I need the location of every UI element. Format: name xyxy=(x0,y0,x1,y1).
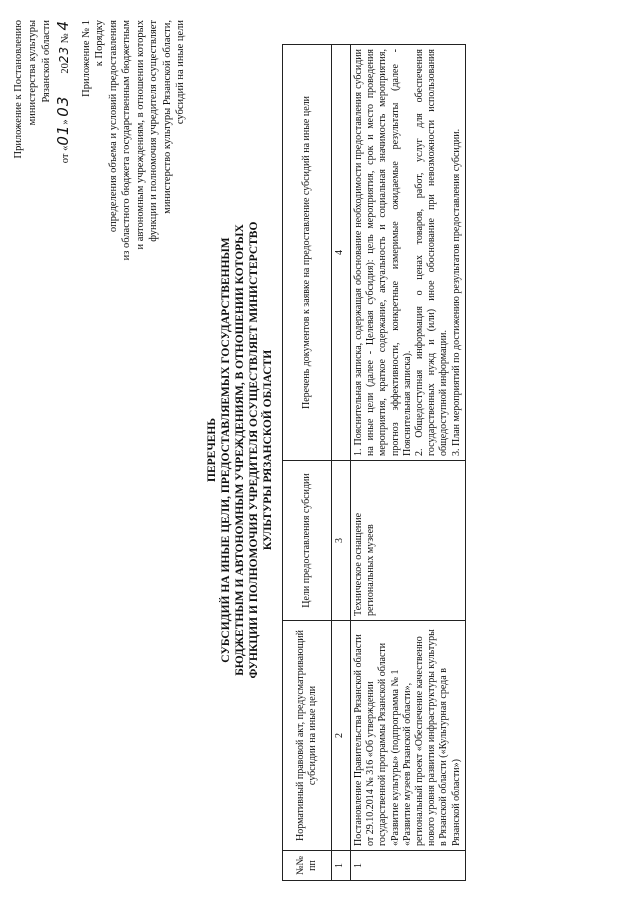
date-prefix: от « xyxy=(59,145,71,164)
appendix-line: субсидий на иные цели xyxy=(175,20,187,125)
header-cell: Цели предоставления субсидии xyxy=(283,461,332,621)
date-day: 01 xyxy=(53,124,72,146)
header-cell: №№ пп xyxy=(283,851,332,881)
approval-line: Приложение к Постановлению xyxy=(13,20,24,159)
approval-line: министерства культуры xyxy=(26,20,38,126)
table-row xyxy=(351,45,466,881)
table-index-row xyxy=(332,45,351,881)
approval-line: Рязанской области xyxy=(40,20,52,103)
doc-item: 2. Общедоступная информация о ценах товаров, работ, услуг для обеспечения государственных нужд и (или) иное обоснование при невозможности использования общедоступной информации. xyxy=(413,49,450,456)
row-number: 1 xyxy=(351,851,466,881)
appendix-line: из областного бюджета государственным бюджетным xyxy=(121,20,133,261)
title-line: ПЕРЕЧЕНЬ xyxy=(206,418,218,482)
row-purpose: Техническое оснащение региональных музеев xyxy=(351,461,466,621)
header-cell: Нормативный правовой акт, предусматривающий субсидии на иные цели xyxy=(283,621,332,851)
index-cell: 1 xyxy=(332,851,351,881)
title-line: БЮДЖЕТНЫМ И АВТОНОМНЫМ УЧРЕЖДЕНИЯМ, В ОТНОШЕНИИ КОТОРЫХ xyxy=(234,224,247,676)
doc-item: 3. План мероприятий по достижению результатов предоставления субсидии. xyxy=(450,128,462,456)
appendix-line: Приложение № 1 xyxy=(81,20,92,97)
number-label: № xyxy=(59,33,71,44)
document-number: 4 xyxy=(53,20,72,31)
date-year-suffix: 23 xyxy=(56,45,71,64)
approval-date xyxy=(54,20,74,280)
header-cell: Перечень документов к заявке на предоставление субсидий на иные цели xyxy=(283,45,332,461)
doc-item: 1. Пояснительная записка, содержащая обоснование необходимости предоставления субсидии на иные цели (далее - Целевая субсидия): цель мероприятия, срок и место проведения мероприятия, краткое содержание, актуальность и социальная значимость мероприятия, прогноз эффективности, конкретные измеримые ожидаемые результаты (далее - Пояснительная записка). xyxy=(353,49,413,456)
index-cell: 3 xyxy=(332,461,351,621)
row-act: Постановление Правительства Рязанской области от 29.10.2014 № 316 «Об утверждении государственной программы Рязанской области «Развитие культуры» (подпрограмма № 1 «Развитие музеев Рязанской области», региональный проект «Обеспечение качественно нового уровня развития инфраструктуры культуры в Рязанской области («Культурная среда в Рязанской области») xyxy=(351,621,466,851)
row-docs xyxy=(351,45,466,461)
index-cell: 2 xyxy=(332,621,351,851)
appendix-block xyxy=(80,20,188,325)
appendix-line: и автономным учреждениям, в отношении которых xyxy=(134,20,146,250)
appendix-line: к Порядку xyxy=(94,20,106,67)
appendix-line: определения объема и условий предоставления xyxy=(107,20,119,233)
approval-block xyxy=(12,20,73,280)
appendix-line: функции и полномочия учредителя осуществляет xyxy=(148,20,160,242)
index-cell: 4 xyxy=(332,45,351,461)
subsidies-table xyxy=(282,44,466,881)
date-mid: » xyxy=(59,116,71,125)
title-line: СУБСИДИЙ НА ИНЫЕ ЦЕЛИ, ПРЕДОСТАВЛЯЕМЫХ ГОСУДАРСТВЕННЫМ xyxy=(220,237,233,663)
document-title xyxy=(205,170,275,730)
title-line: ФУНКЦИИ И ПОЛНОМОЧИЯ УЧРЕДИТЕЛЯ ОСУЩЕСТВЛЯЕТ МИНИСТЕРСТВО xyxy=(248,221,261,679)
appendix-line: министерство культуры Рязанской области, xyxy=(161,20,173,214)
date-year-prefix: 20 xyxy=(59,63,71,74)
table-header-row xyxy=(283,45,332,881)
date-month: 03 xyxy=(53,95,72,117)
title-line: КУЛЬТУРЫ РЯЗАНСКОЙ ОБЛАСТИ xyxy=(262,349,275,551)
